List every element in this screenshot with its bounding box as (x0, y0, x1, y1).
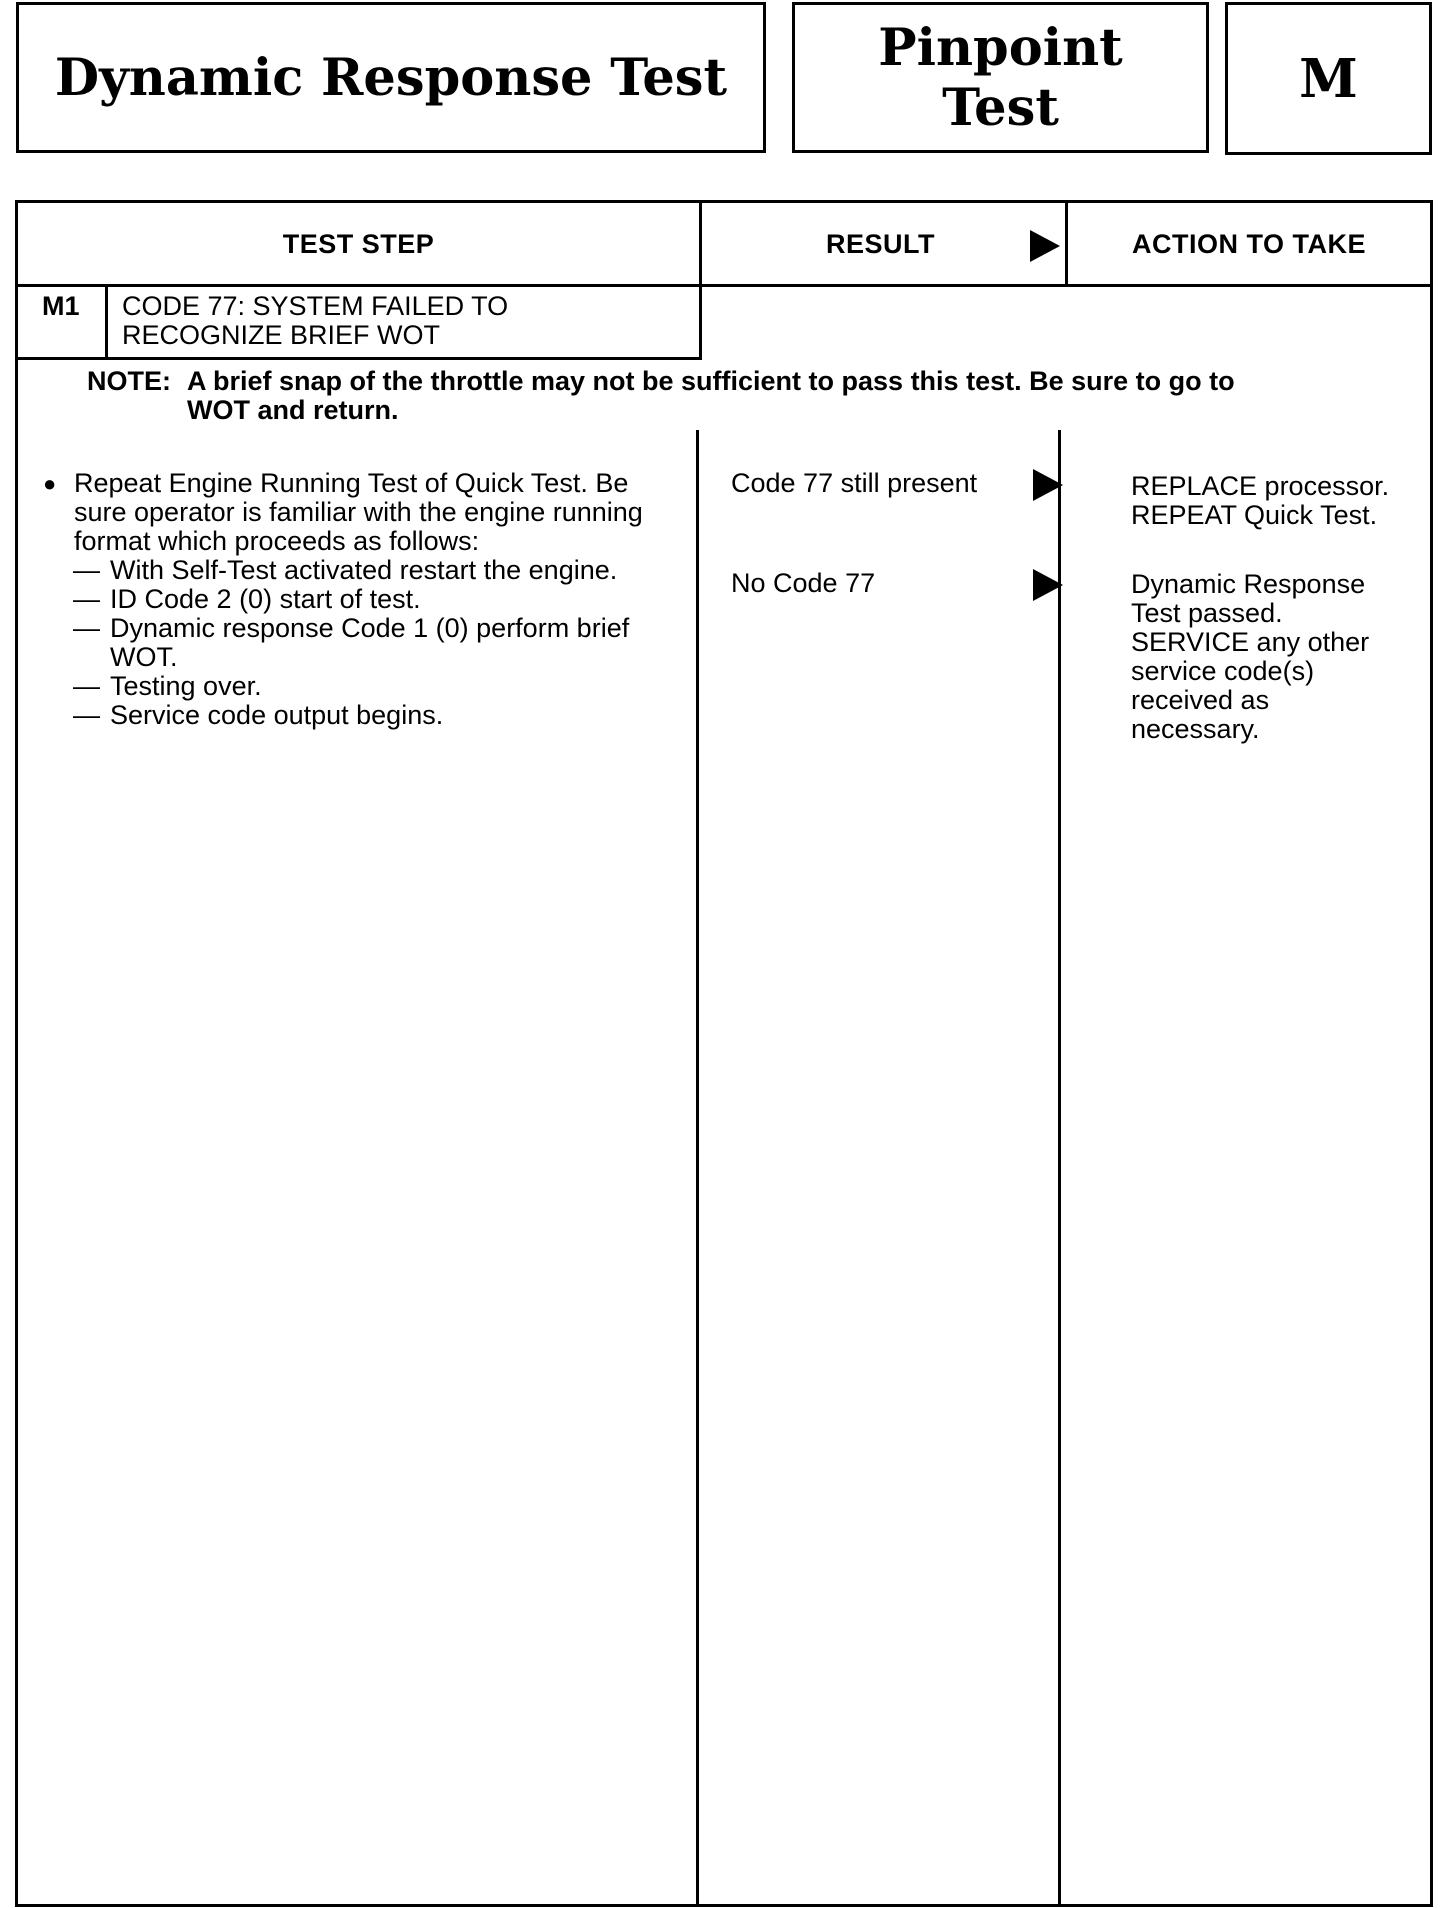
result-text: No Code 77 (731, 568, 876, 598)
instruction-line: format which proceeds as follows: (74, 526, 480, 556)
substep-line: Dynamic response Code 1 (0) perform brief (110, 613, 630, 643)
note-line2: WOT and return. (187, 395, 399, 425)
note-label: NOTE: (87, 366, 171, 396)
action-line: Dynamic Response (1131, 569, 1366, 599)
action-column-divider (1058, 430, 1061, 1907)
step-id: M1 (42, 291, 80, 321)
step-row-divider (15, 357, 702, 360)
substep-line: Service code output begins. (110, 700, 444, 730)
test-table (15, 200, 1433, 1907)
pinpoint-label-line1: Pinpoint (878, 17, 1123, 78)
result-arrow-icon (1033, 469, 1063, 501)
action-line: SERVICE any other (1131, 627, 1370, 657)
pinpoint-label-line2: Test (942, 77, 1059, 138)
result-column-divider (696, 430, 699, 1907)
action-line: service code(s) (1131, 656, 1315, 686)
action-line: REPEAT Quick Test. (1131, 500, 1378, 530)
note-line1: A brief snap of the throttle may not be sufficient to pass this test. Be sure to go to (187, 366, 1235, 396)
action-line: necessary. (1131, 714, 1260, 744)
action-line: Test passed. (1131, 598, 1283, 628)
step-id-divider (105, 284, 108, 359)
bullet-icon: ● (43, 471, 57, 496)
substep-line: Testing over. (110, 671, 262, 701)
step-title-line2: RECOGNIZE BRIEF WOT (122, 320, 441, 350)
column-header-action: ACTION TO TAKE (1132, 228, 1366, 259)
page-title: Dynamic Response Test (54, 47, 728, 108)
dash-icon: — (73, 613, 100, 643)
dash-icon: — (73, 584, 100, 614)
action-line: REPLACE processor. (1131, 471, 1390, 501)
instruction-line: sure operator is familiar with the engine running (74, 497, 643, 527)
dash-icon: — (73, 555, 100, 585)
result-arrow-icon (1033, 569, 1063, 601)
instruction-line: Repeat Engine Running Test of Quick Test. Be (74, 468, 629, 498)
dash-icon: — (73, 671, 100, 701)
column-header-test-step: TEST STEP (282, 228, 435, 259)
substep-line: ID Code 2 (0) start of test. (110, 584, 421, 614)
test-letter-box (1225, 2, 1432, 155)
column-header-result: RESULT (826, 228, 935, 259)
result-arrow-icon (1030, 230, 1060, 262)
page-title-box (16, 2, 766, 153)
action-line: received as (1131, 685, 1270, 715)
pinpoint-test-box (792, 2, 1209, 153)
substep-line: With Self-Test activated restart the engine. (110, 555, 618, 585)
step-title-line1: CODE 77: SYSTEM FAILED TO (122, 291, 509, 321)
substep-line: WOT. (110, 642, 178, 672)
test-letter: M (1299, 47, 1358, 110)
dash-icon: — (73, 700, 100, 730)
result-text: Code 77 still present (731, 468, 978, 498)
